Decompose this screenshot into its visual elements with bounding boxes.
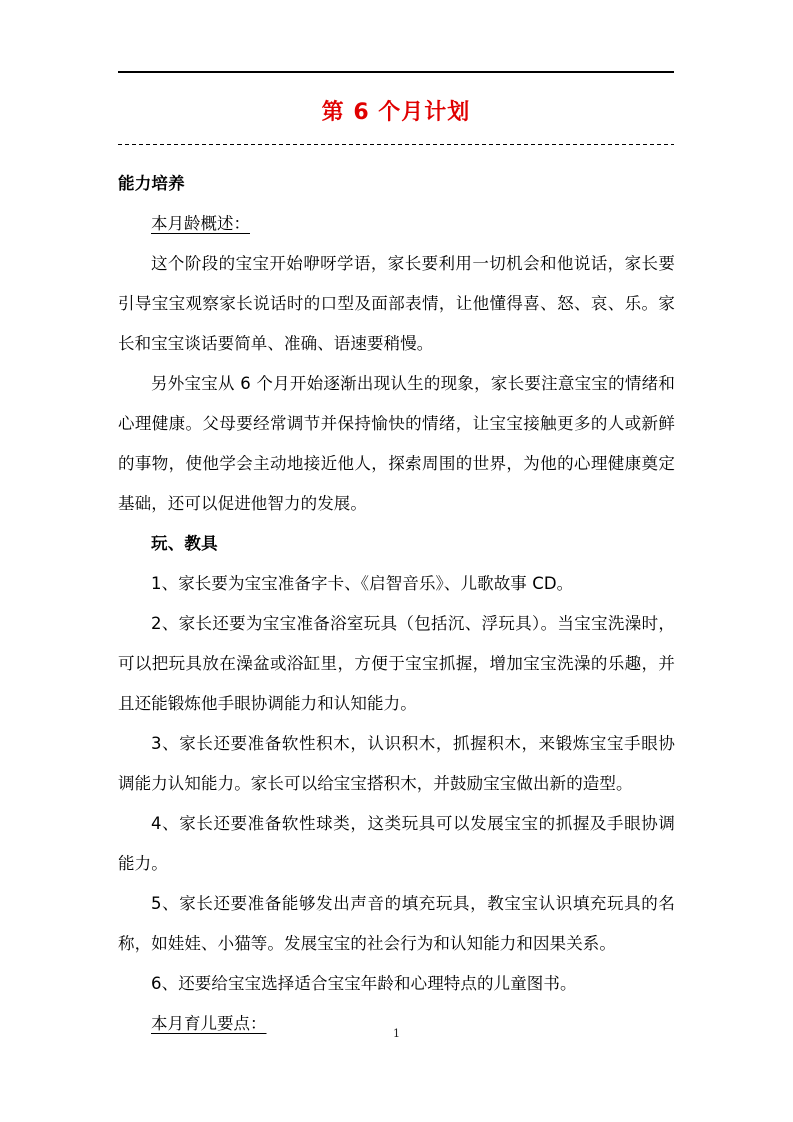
label-month-overview <box>118 204 675 244</box>
paragraph-overview-1: 这个阶段的宝宝开始咿呀学语，家长要利用一切机会和他说话，家长要引导宝宝观察家长说话时的口型及面部表情，让他懂得喜、怒、哀、乐。家长和宝宝谈话要简单、准确、语速要稍慢。 <box>118 254 675 353</box>
toy-item-1: 1、家长要为宝宝准备字卡、《启智音乐》、儿歌故事 CD。 <box>151 574 574 593</box>
label-month-overview-text: 本月龄概述： <box>151 214 250 233</box>
toy-item-3: 3、家长还要准备软性积木，认识积木，抓握积木，来锻炼宝宝手眼协调能力认知能力。家长可以给宝宝搭积木，并鼓励宝宝做出新的造型。 <box>118 734 675 793</box>
toy-item-2: 2、家长还要为宝宝准备浴室玩具（包括沉、浮玩具）。当宝宝洗澡时，可以把玩具放在澡盆或浴缸里，方便于宝宝抓握，增加宝宝洗澡的乐趣，并且还能锻炼他手眼协调能力和认知能力。 <box>118 614 675 713</box>
page-number: 1 <box>393 1027 400 1040</box>
document-body <box>118 164 675 1044</box>
header-rule <box>118 71 674 73</box>
section-heading-toys: 玩、教具 <box>151 534 218 553</box>
page-title: 第 6 个月计划 <box>321 100 471 125</box>
paragraph-overview-2: 另外宝宝从 6 个月开始逐渐出现认生的现象，家长要注意宝宝的情绪和心理健康。父母要经常调节并保持愉快的情绪，让宝宝接触更多的人或新鲜的事物，使他学会主动地接近他人，探索周围的世界，为他的心理健康奠定基础，还可以促进他智力的发展。 <box>118 374 675 513</box>
title-dashed-rule <box>118 144 674 145</box>
section-heading-ability: 能力培养 <box>118 174 185 193</box>
toy-item-5: 5、家长还要准备能够发出声音的填充玩具，教宝宝认识填充玩具的名称，如娃娃、小猫等。发展宝宝的社会行为和认知能力和因果关系。 <box>118 894 675 953</box>
toy-item-6: 6、还要给宝宝选择适合宝宝年龄和心理特点的儿童图书。 <box>151 974 577 993</box>
toy-item-4: 4、家长还要准备软性球类，这类玩具可以发展宝宝的抓握及手眼协调能力。 <box>118 814 675 873</box>
label-parenting-points-text: 本月育儿要点： <box>151 1014 267 1033</box>
